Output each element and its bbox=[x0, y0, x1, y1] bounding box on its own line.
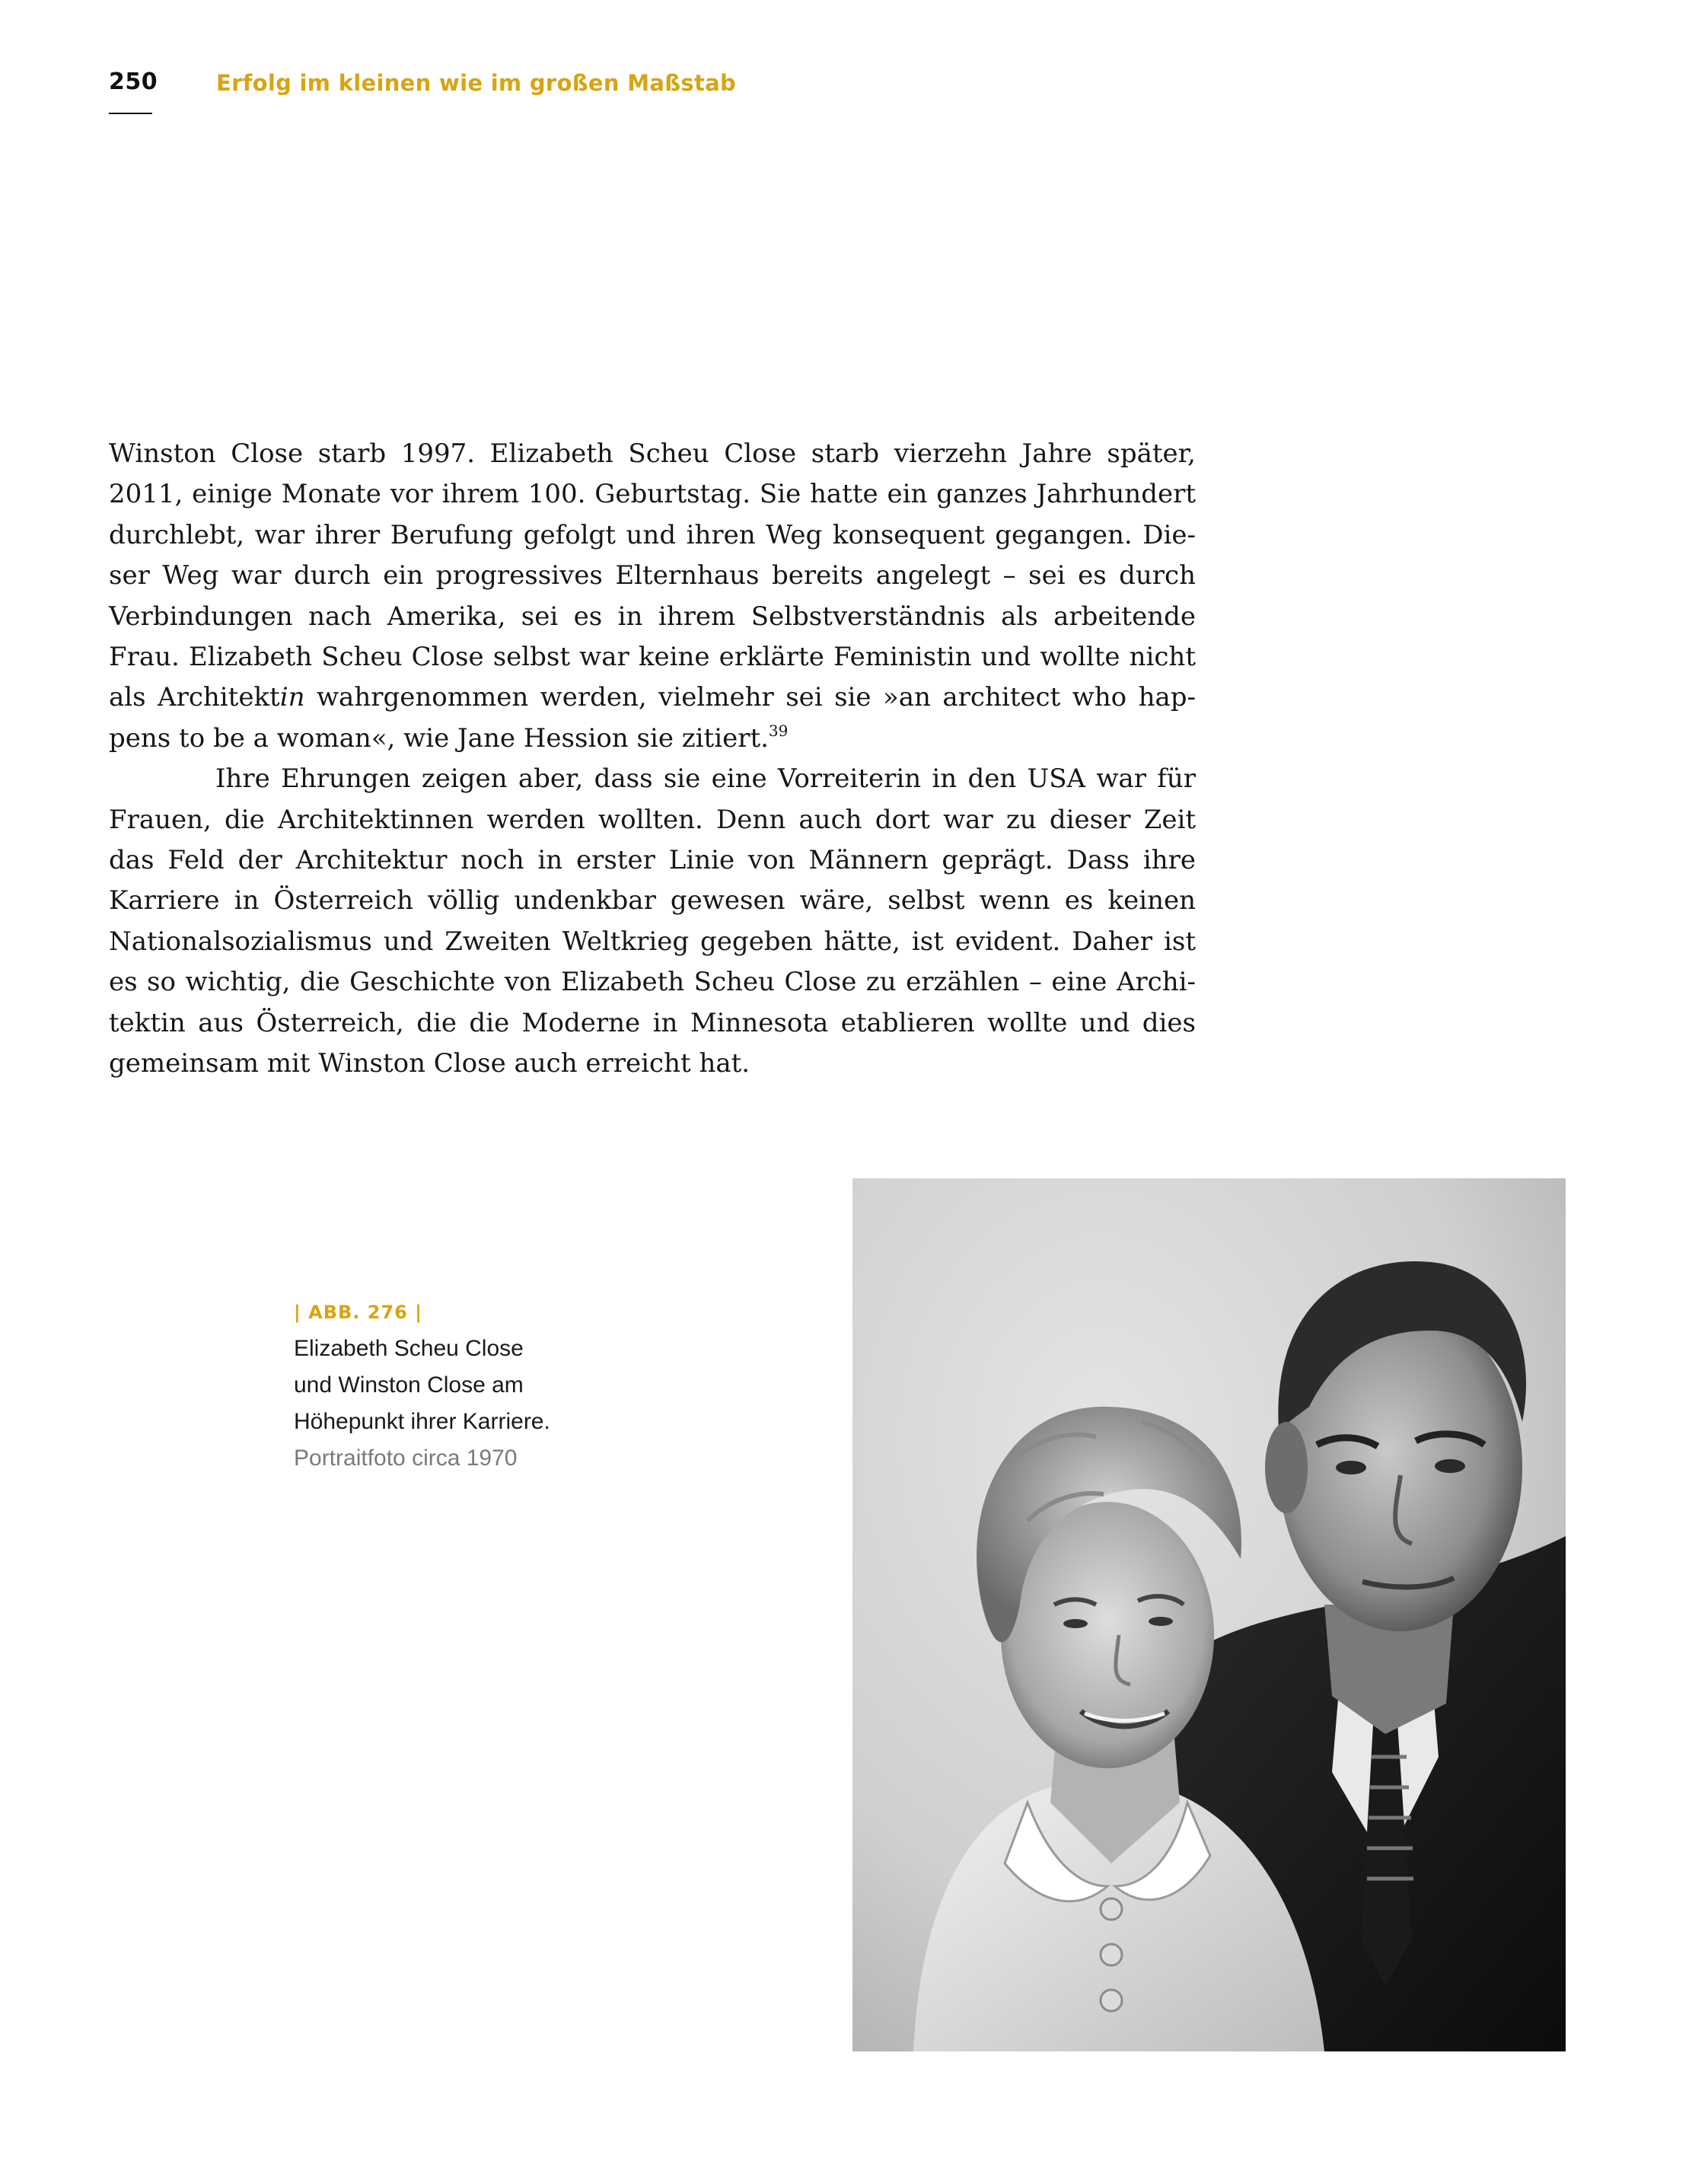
caption-line: Elizabeth Scheu Close bbox=[294, 1336, 524, 1361]
photo-credit: Portraitfoto circa 1970 bbox=[294, 1446, 518, 1471]
text-line: Nationalsozialismus und Zweiten Weltkrieg gegeben hätte, ist evident. Daher ist bbox=[109, 926, 1196, 957]
figure-label: | ABB. 276 | bbox=[294, 1302, 422, 1323]
caption-line: und Winston Close am bbox=[294, 1372, 524, 1398]
page-number-rule bbox=[109, 113, 152, 114]
figure-caption bbox=[294, 1294, 690, 1477]
text-line: das Feld der Architektur noch in erster Linie von Männern geprägt. Dass ihre bbox=[109, 845, 1196, 876]
running-head: Erfolg im kleinen wie im großen Maßstab bbox=[216, 70, 737, 96]
text-line bbox=[109, 677, 1196, 718]
text-fragment: als Architekt bbox=[109, 682, 280, 713]
text-line: ser Weg war durch ein progressives Elternhaus bereits angelegt – sei es durch bbox=[109, 560, 1196, 591]
italic-emphasis: in bbox=[279, 682, 305, 713]
text-line: 2011, einige Monate vor ihrem 100. Geburtstag. Sie hatte ein ganzes Jahrhundert bbox=[109, 479, 1196, 510]
portrait-illustration bbox=[852, 1178, 1566, 2051]
text-line: Winston Close starb 1997. Elizabeth Scheu Close starb vierzehn Jahre später, bbox=[109, 438, 1196, 469]
body-text bbox=[109, 434, 1196, 1085]
text-line: es so wichtig, die Geschichte von Elizabeth Scheu Close zu erzählen – eine Archi- bbox=[109, 967, 1196, 998]
text-line: gemeinsam mit Winston Close auch erreicht hat. bbox=[109, 1048, 750, 1079]
portrait-photo bbox=[852, 1178, 1566, 2051]
text-fragment: wahrgenommen werden, vielmehr sei sie »an architect who hap- bbox=[304, 682, 1196, 713]
text-line: Karriere in Österreich völlig undenkbar gewesen wäre, selbst wenn es keinen bbox=[109, 885, 1196, 916]
text-line: durchlebt, war ihrer Berufung gefolgt und ihren Weg konsequent gegangen. Die- bbox=[109, 519, 1196, 550]
text-fragment: pens to be a woman«, wie Jane Hession sie zitiert. bbox=[109, 722, 769, 754]
caption-line: Höhepunkt ihrer Karriere. bbox=[294, 1409, 550, 1434]
paragraph-2 bbox=[109, 759, 1196, 1084]
text-line: Frau. Elizabeth Scheu Close selbst war keine erklärte Feministin und wollte nicht bbox=[109, 642, 1196, 673]
text-line: Frauen, die Architektinnen werden wollten. Denn auch dort war zu dieser Zeit bbox=[109, 804, 1196, 835]
text-line bbox=[109, 719, 1196, 759]
text-line: Verbindungen nach Amerika, sei es in ihrem Selbstverständnis als arbeitende bbox=[109, 601, 1196, 632]
page-number: 250 bbox=[109, 69, 158, 95]
text-line: tektin aus Österreich, die die Moderne in Minnesota etablieren wollte und dies bbox=[109, 1007, 1196, 1038]
text-line: Ihre Ehrungen zeigen aber, dass sie eine Vorreiterin in den USA war für bbox=[215, 763, 1196, 795]
footnote-marker[interactable]: 39 bbox=[768, 721, 789, 740]
paragraph-1 bbox=[109, 434, 1196, 759]
